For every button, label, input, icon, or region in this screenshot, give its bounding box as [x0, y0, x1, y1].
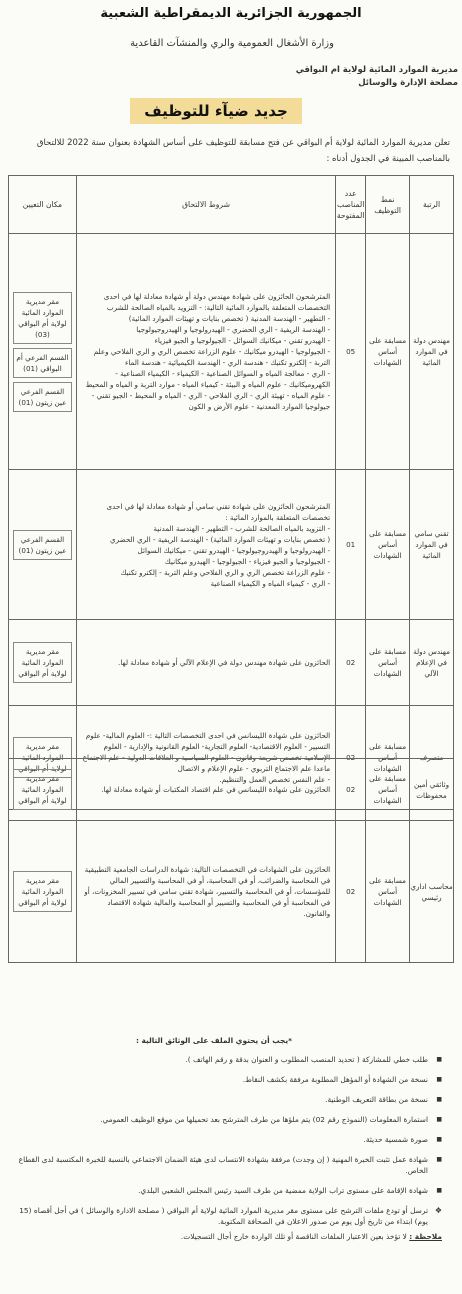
cell-conditions: [76, 759, 335, 821]
condition-line: - الهيدرولوجيا و الهيدروجيولوجيا - الهيدرو تقني - ميكانيك السوائل: [137, 545, 331, 555]
header-rank: الرتبة: [410, 176, 454, 234]
cell-rank: مهندس دولة في الموارد المائية: [410, 234, 454, 470]
cell-count: 02: [336, 759, 366, 821]
cell-count: 02: [336, 706, 366, 810]
table-row: [9, 620, 454, 706]
condition-line: - علوم المياه - تهيئة الري - الري الفلاحي - الري - المياه و المحيط - الجيو تقني - جيولوجيا الموارد المعدنية - علوم الأرض و الكون: [91, 391, 331, 411]
service-name: مصلحة الإدارة والوسائل: [358, 78, 458, 88]
cell-place: [9, 234, 77, 470]
assignment-place: مقر مديرية الموارد المائية لولاية أم البواقي: [13, 737, 72, 778]
cell-rank: مهندس دولة في الإعلام الآلي: [410, 620, 454, 706]
directorate-block: [288, 64, 458, 90]
cell-conditions: [76, 620, 335, 706]
condition-line: الحائزون على شهادة الليسانس في علم اقتصاد المكتبات أو شهادة معادلة لها.: [101, 785, 331, 794]
header-mode: نمط التوظيف: [366, 176, 410, 234]
cell-count: 02: [336, 620, 366, 706]
cell-rank: محاسب اداري رئيسي: [410, 821, 454, 963]
cell-rank: تقني سامي في الموارد المائية: [410, 470, 454, 620]
condition-line: - الري - كيمياء المياه و الكيمياء الصناعية: [210, 578, 331, 588]
document-item: ■ استمارة المعلومات (النموذج رقم 02) يتم ملؤها من طرف المترشح بعد تحميلها من موقع الوظيف العمومي.: [17, 1114, 442, 1125]
assignment-place: القسم الفرعي أم البواقي (01): [13, 348, 72, 378]
documents-heading: *يجب أن يحتوي الملف على الوثائق التالية :: [135, 1036, 292, 1045]
assignment-place: القسم الفرعي عين زيتون (01): [13, 382, 72, 412]
directorate-name: مديرية الموارد المائية لولاية ام البواقي: [295, 65, 458, 75]
note-label: ملاحظة :: [409, 1232, 442, 1241]
condition-line: المترشحون الحائزون على شهادة تقني سامي أو شهادة معادلة لها في احدى تخصصات المتعلقة بالموارد المائية :: [106, 501, 331, 522]
cell-conditions: [76, 470, 335, 620]
condition-line: الحائزون على شهادة الليسانس في احدى التخصصات التالية :- العلوم المالية- علوم التسيير - العلوم الاقتصادية- العلوم التجارية- العلوم القانونية والإدارية - العلوم الإسلامية تخصص شريعة وقانون - العلوم السياسية و العلاقات الدولية - علم الاجتماع ماعدا علم الاجتماع التربوي - علوم الإعلام و الاتصال: [82, 731, 331, 773]
table-row: [9, 470, 454, 620]
condition-line: - التزويد بالمياه الصالحة للشرب - التطهير - الهندسة المدنية: [153, 523, 331, 533]
cell-mode: مسابقة على أساس الشهادات: [366, 470, 410, 620]
cell-count: 02: [336, 821, 366, 963]
cell-mode: مسابقة على أساس الشهادات: [366, 759, 410, 821]
condition-line: الحائزون على الشهادات في التخصصات التالية: شهادة الدراسات الجامعية التطبيقية في المحاسبة والضرائب، أو في المحاسبة، أو في المحاسبة والتسيير المالي للمؤسسات، أو في المحاسبة والتسيير، شهادة تقني سامي في تسيير المخزونات، أو في المحاسبة أو في المحاسبة والتسيير أو المحاسبة والمالية شهادة الاقتصاد والقانون.: [84, 865, 331, 918]
cell-conditions: [76, 821, 335, 963]
header-count: عدد المناصب المفتوحة: [336, 176, 366, 234]
cell-rank: وثائقي أمين محفوظات: [410, 759, 454, 821]
submission-text: ترسل أو تودع ملفات الترشح على مستوى مقر مديرية الموارد المائية لولاية أم البواقي ( مصلحة الادارة والوسائل ) في أجل أقصاه (15 يوم) ابتداء من تاريخ أول يوم من صدور الاعلان في الصحافة المكتوبة.: [19, 1206, 428, 1226]
condition-line: المترشحون الحائزون على شهادة مهندس دولة أو شهادة معادلة لها في احدى التخصصات المتعلقة بالموارد المائية التالية: - التزويد بالمياه الصالحة للشرب: [103, 292, 331, 312]
condition-line: - علوم الزراعة تخصص الري و الري الفلاحي وعلم التربة - إلكترو تكنيك: [120, 567, 331, 577]
cell-count: 05: [336, 234, 366, 470]
cell-rank: متصرف: [410, 706, 454, 810]
cell-mode: مسابقة على أساس الشهادات: [366, 620, 410, 706]
diamond-bullet-icon: ❖: [434, 1206, 442, 1215]
header-place: مكان التعيين: [9, 176, 77, 234]
condition-line: - التطهير - الهندسة المدنية ( تخصص بنايات و تهيئات الموارد المائية): [128, 314, 331, 323]
condition-line: - الجيولوجيا و الجيو فيزياء - الجيولوجيا - الهيدرو ميكانيك: [164, 556, 331, 566]
promo-banner: جديد ضيآء للتوظيف: [130, 98, 302, 124]
assignment-place: مقر مديرية الموارد المائية لولاية أم البواقي: [13, 642, 72, 683]
republic-title: الجمهورية الجزائرية الديمقراطية الشعبية: [100, 6, 362, 21]
assignment-place: القسم الفرعي عين زيتون (01): [13, 530, 72, 560]
condition-line: الحائزون على شهادة مهندس دولة في الإعلام الآلي أو شهادة معادلة لها.: [118, 658, 331, 667]
condition-line: - الري - معالجة المياه و السوائل الصناعية - الكيمياء - الكيمياء الصناعية - الكهروميكانيك - علوم المياه و البيئة - كيمياء المياه - موارد التربة و المياه و المحيط: [85, 369, 331, 389]
assignment-place: مقر مديرية الموارد المائية لولاية أم البواقي (03): [13, 292, 72, 344]
condition-line: - الهندسة الريفية - الري الحضري - الهيدرولوجيا و الهيدروجيولوجيا: [136, 325, 331, 334]
cell-place: [9, 759, 77, 821]
header-conditions: شروط الالتحاق: [76, 176, 335, 234]
document-item: ■ نسخة من الشهادة أو المؤهل المطلوبة مرفقة بكشف النقاط.: [17, 1074, 442, 1085]
table-header-row: [9, 176, 454, 234]
submission-instructions: [17, 1205, 442, 1227]
document-item: ■ طلب خطي للمشاركة ( تحديد المنصب المطلوب و العنوان بدقة و رقم الهاتف ).: [17, 1054, 442, 1065]
note: [17, 1231, 442, 1242]
table-row: [9, 234, 454, 470]
cell-count: 01: [336, 470, 366, 620]
table-row: [9, 821, 454, 963]
cell-mode: مسابقة على أساس الشهادات: [366, 234, 410, 470]
ministry-name: وزارة الأشغال العمومية والري والمنشآت القاعدية: [130, 38, 334, 49]
cell-mode: مسابقة على أساس الشهادات: [366, 706, 410, 810]
cell-conditions: [76, 234, 335, 470]
documents-section: [17, 1035, 442, 1242]
assignment-place: مقر مديرية الموارد المائية لولاية أم البواقي: [13, 871, 72, 912]
positions-table: [8, 175, 454, 810]
cell-mode: مسابقة على أساس الشهادات: [366, 821, 410, 963]
cell-place: [9, 470, 77, 620]
condition-line: - الجيولوجيا - الهيدرو ميكانيك - علوم الزراعة تخصص الري و الري الفلاحي وعلم التربة - إلكترو تكنيك - هندسة الري - الهندسة الكيميائية - هندسة الماء: [93, 347, 331, 367]
note-text: لا تؤخذ بعين الاعتبار الملفات الناقصة أو تلك الواردة خارج أجال التسجيلات.: [180, 1232, 407, 1241]
positions-table-continued: [8, 758, 454, 963]
assignment-place: مقر مديرية الموارد المائية لولاية أم البواقي: [13, 769, 72, 810]
intro-paragraph: تعلن مديرية الموارد المائية لولاية أم البواقي عن فتح مسابقة للتوظيف على أساس الشهادة بعنوان سنة 2022 للالتحاق بالمناصب المبينة في الجدول أدناه :: [36, 138, 450, 164]
cell-place: [9, 821, 77, 963]
documents-list: [17, 1054, 442, 1196]
cell-place: [9, 620, 77, 706]
condition-line: - علم النفس تخصص العمل والتنظيم.: [219, 775, 331, 784]
document-item: ■ شهادة عمل تثبت الخبرة المهنية ( إن وجدت) مرفقة بشهادة الانتساب لدى هيئة الضمان الاجتماعي بالنسبة للخبرة المكتسبة لدى القطاع الخاص.: [17, 1154, 442, 1176]
document-item: ■ نسخة من بطاقة التعريف الوطنية.: [17, 1094, 442, 1105]
condition-line: - الهيدرو تقني - ميكانيك السوائل - الجيولوجيا و الجيو فيزياء: [154, 336, 331, 345]
condition-line: ( تخصص بنايات و تهيئات الموارد المائية) - الهندسة الريفية - الري الحضري: [110, 534, 331, 544]
document-item: ■ صورة شمسية حديثة.: [17, 1134, 442, 1145]
table-row: [9, 759, 454, 821]
document-item: ■ شهادة الإقامة على مستوى تراب الولاية ممضية من طرف السيد رئيس المجلس الشعبي البلدي.: [17, 1185, 442, 1196]
